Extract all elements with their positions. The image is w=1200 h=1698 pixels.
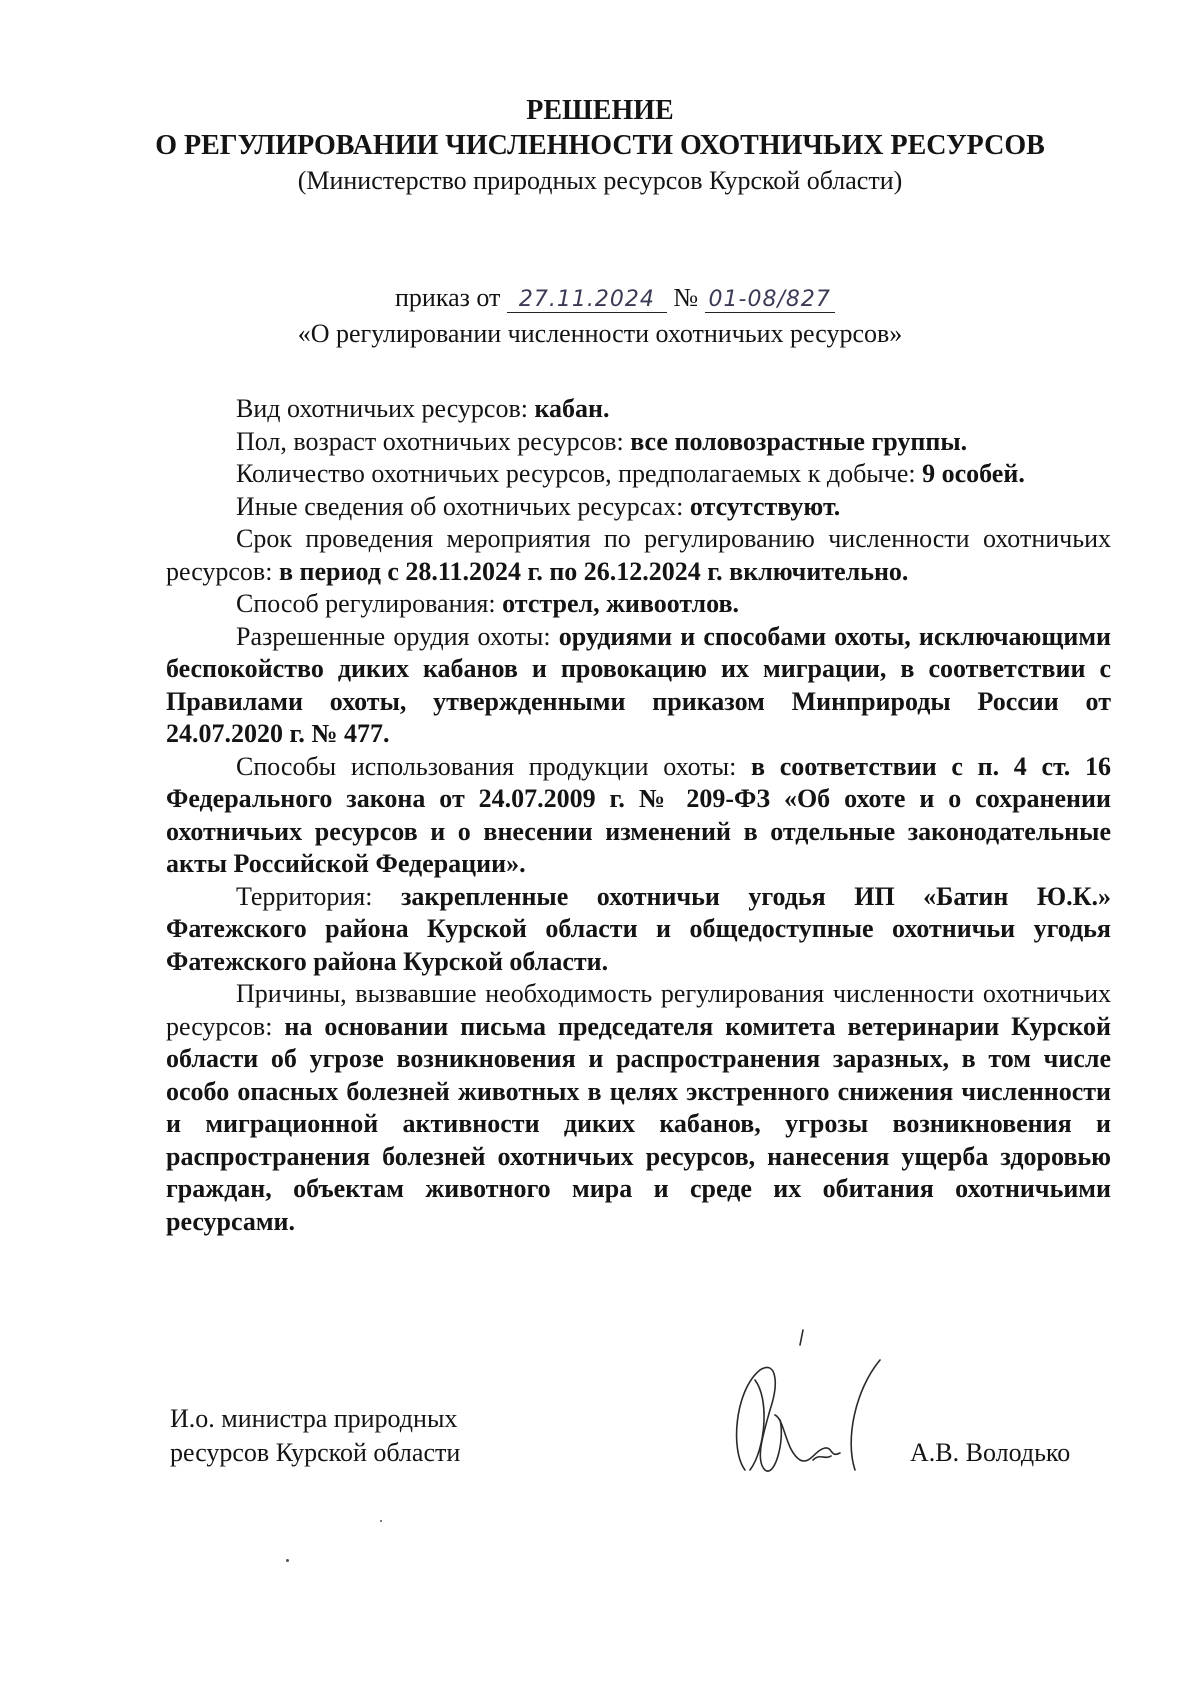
field-territory: Территория: закрепленные охотничьи угодья ИП «Батин Ю.К.» Фатежского района Курской области и общедоступные охотничьи угодья Фатежского района Курской области.: [166, 881, 1111, 976]
field-tools: Разрешенные орудия охоты: орудиями и способами охоты, исключающими беспокойство диких кабанов и провокацию их миграции, в соответствии с Правилами охоты, утвержденными приказом Минприроды России от 24.07.2020 г. № 477.: [166, 621, 1112, 748]
field-species: Вид охотничьих ресурсов: кабан.: [236, 394, 610, 423]
field-period: Срок проведения мероприятия по регулированию численности охотничьих ресурсов: в период с 28.11.2024 г. по 26.12.2024 г. включительно.: [166, 524, 1111, 586]
document-subtitle: О РЕГУЛИРОВАНИИ ЧИСЛЕННОСТИ ОХОТНИЧЬИХ РЕСУРСОВ: [155, 130, 1045, 161]
signer-position: И.о. министра природных ресурсов Курской области: [170, 1404, 461, 1467]
ministry-name: (Министерство природных ресурсов Курской области): [297, 166, 903, 195]
order-date-handwritten: 27.11.2024: [507, 287, 667, 313]
order-number-handwritten: 01-08/827: [705, 287, 835, 313]
scan-speck: [380, 1520, 382, 1522]
scan-speck: [286, 1559, 289, 1562]
order-number-sign: №: [673, 283, 699, 312]
field-method: Способ регулирования: отстрел, живоотлов.: [236, 589, 740, 618]
signer-name: А.В. Володько: [910, 1438, 1071, 1467]
field-quantity: Количество охотничьих ресурсов, предполагаемых к добыче: 9 особей.: [236, 459, 1025, 488]
order-reference: [395, 283, 835, 313]
order-prefix: приказ от: [395, 283, 501, 312]
field-other-info: Иные сведения об охотничьих ресурсах: отсутствуют.: [236, 491, 841, 521]
field-product-use: Способы использования продукции охоты: в соответствии с п. 4 ст. 16 Федерального закона от 24.07.2009 г. № 209-ФЗ «Об охоте и о сохранении охотничьих ресурсов и о внесении изменений в отдельные законодательные акты Российской Федерации».: [166, 751, 1111, 878]
field-sex-age: Пол, возраст охотничьих ресурсов: все половозрастные группы.: [236, 426, 968, 456]
order-title: «О регулировании численности охотничьих ресурсов»: [297, 319, 903, 348]
field-reasons: Причины, вызвавшие необходимость регулирования численности охотничьих ресурсов: на основании письма председателя комитета ветеринарии Курской области об угрозе возникновения и распространения заразных, в том числе особо опасных болезней животных в целях экстренного снижения численности и миграционной активности диких кабанов, угрозы возникновения и распространения болезней охотничьих ресурсов, нанесения ущерба здоровью граждан, объектам животного мира и среде их обитания охотничьими ресурсами.: [166, 979, 1111, 1236]
document-title: РЕШЕНИЕ: [526, 95, 674, 126]
fields-block: [166, 393, 1111, 1238]
signature-icon: [725, 1320, 935, 1510]
